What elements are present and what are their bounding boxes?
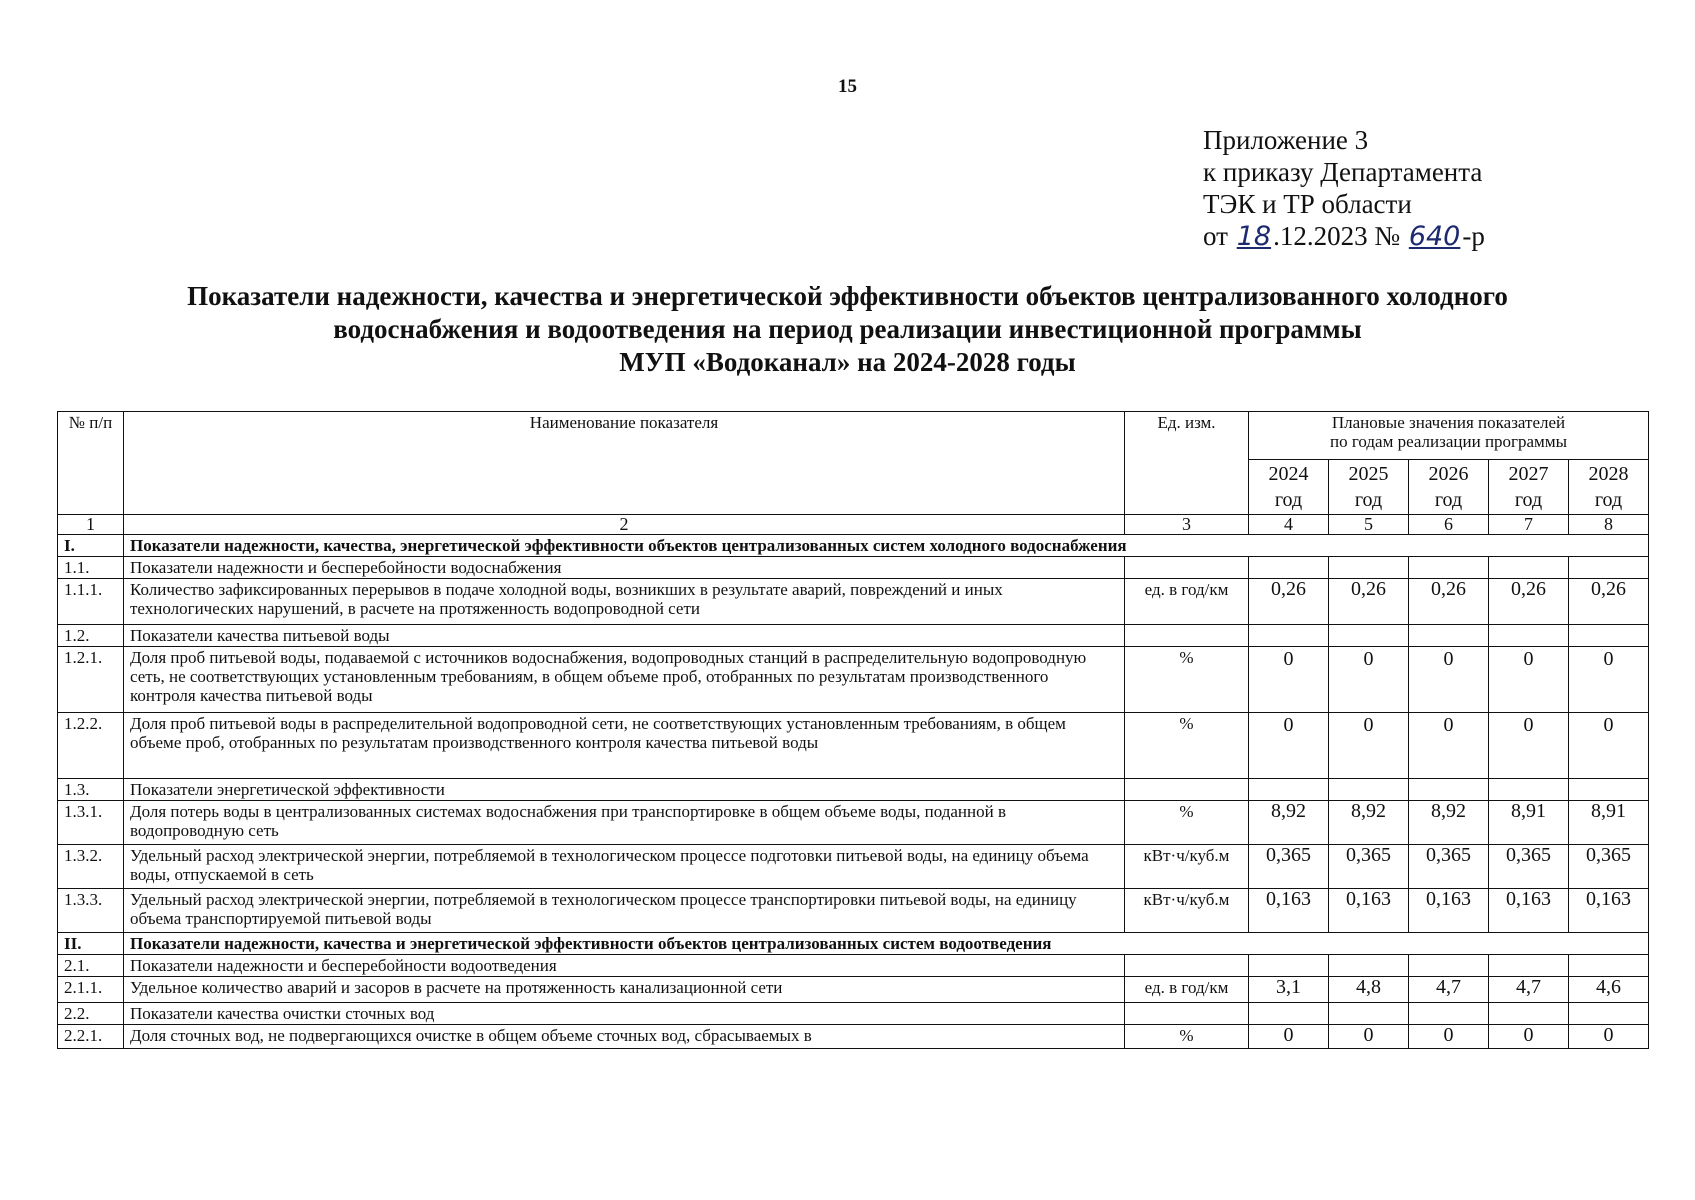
value-cell: 0	[1569, 1025, 1649, 1049]
row-number: 2.2.1.	[58, 1025, 124, 1049]
appendix-block	[1203, 124, 1485, 253]
table-row	[58, 845, 1649, 889]
table-row	[58, 1025, 1649, 1049]
value-cell: 0	[1329, 1025, 1409, 1049]
header-plan-values	[1249, 412, 1649, 460]
value-cell: 4,7	[1409, 977, 1489, 1003]
value-cell	[1409, 955, 1489, 977]
row-number: 1.2.2.	[58, 713, 124, 779]
value-cell	[1249, 1003, 1329, 1025]
value-cell: 0	[1249, 1025, 1329, 1049]
column-number-cell: 8	[1569, 515, 1649, 535]
value-cell: 0,163	[1329, 889, 1409, 933]
row-number: 1.3.	[58, 779, 124, 801]
table-row	[58, 625, 1649, 647]
value-cell	[1489, 1003, 1569, 1025]
value-cell: 0,163	[1249, 889, 1329, 933]
section-name: Показатели надежности, качества и энергетической эффективности объектов централизованных систем водоотведения	[124, 933, 1649, 955]
indicator-name: Удельный расход электрической энергии, потребляемой в технологическом процессе транспортировки питьевой воды, на единицу объема транспортируемой питьевой воды	[124, 889, 1125, 933]
header-year-suffix: год	[1434, 489, 1463, 511]
header-year-value: 2025	[1348, 463, 1389, 485]
value-cell	[1569, 779, 1649, 801]
header-unit: Ед. изм.	[1125, 412, 1249, 515]
value-cell: 0,365	[1409, 845, 1489, 889]
header-year-suffix: год	[1354, 489, 1383, 511]
value-cell: 0	[1409, 647, 1489, 713]
unit-cell: %	[1125, 801, 1249, 845]
indicator-name: Доля проб питьевой воды, подаваемой с источников водоснабжения, водопроводных станций в распределительную водопроводную сеть, не соответствующих установленным требованиям, в общем объеме проб, отобранных по результатам производственного контроля качества питьевой воды	[124, 647, 1125, 713]
header-year-value: 2028	[1588, 463, 1629, 485]
value-cell	[1489, 955, 1569, 977]
value-cell: 0	[1249, 647, 1329, 713]
value-cell	[1569, 955, 1649, 977]
unit-cell: ед. в год/км	[1125, 977, 1249, 1003]
column-number-cell: 5	[1329, 515, 1409, 535]
row-number: 2.1.	[58, 955, 124, 977]
value-cell	[1409, 779, 1489, 801]
row-number: 2.2.	[58, 1003, 124, 1025]
value-cell: 0	[1409, 713, 1489, 779]
table-row	[58, 557, 1649, 579]
unit-cell: %	[1125, 713, 1249, 779]
value-cell: 0,26	[1329, 579, 1409, 625]
indicator-name: Показатели энергетической эффективности	[124, 779, 1125, 801]
row-number: II.	[58, 933, 124, 955]
title-line-3: МУП «Водоканал» на 2024-2028 годы	[619, 347, 1076, 377]
header-year-value: 2026	[1428, 463, 1469, 485]
page-number: 15	[838, 76, 857, 97]
table-row	[58, 1003, 1649, 1025]
column-number-cell: 4	[1249, 515, 1329, 535]
table-row	[58, 801, 1649, 845]
value-cell	[1249, 779, 1329, 801]
row-number: 1.1.1.	[58, 579, 124, 625]
indicator-name: Показатели надежности и бесперебойности водоотведения	[124, 955, 1125, 977]
value-cell: 0	[1329, 647, 1409, 713]
value-cell: 4,6	[1569, 977, 1649, 1003]
row-number: 1.3.1.	[58, 801, 124, 845]
unit-cell: %	[1125, 647, 1249, 713]
header-year-value: 2024	[1268, 463, 1309, 485]
unit-cell: %	[1125, 1025, 1249, 1049]
title-line-1: Показатели надежности, качества и энергетической эффективности объектов централизованного холодного	[187, 281, 1508, 311]
header-year	[1329, 460, 1409, 515]
section-name: Показатели надежности, качества, энергетической эффективности объектов централизованных систем холодного водоснабжения	[124, 535, 1649, 557]
indicator-name: Показатели надежности и бесперебойности водоснабжения	[124, 557, 1125, 579]
indicator-name: Доля сточных вод, не подвергающихся очистке в общем объеме сточных вод, сбрасываемых в	[124, 1025, 1125, 1049]
table-row	[58, 955, 1649, 977]
unit-cell	[1125, 625, 1249, 647]
value-cell	[1329, 557, 1409, 579]
column-number-cell: 1	[58, 515, 124, 535]
indicator-name: Доля потерь воды в централизованных системах водоснабжения при транспортировке в общем объеме воды, поданной в водопроводную сеть	[124, 801, 1125, 845]
value-cell	[1329, 779, 1409, 801]
indicator-name: Показатели качества очистки сточных вод	[124, 1003, 1125, 1025]
value-cell	[1569, 1003, 1649, 1025]
appendix-line-1: Приложение 3	[1203, 125, 1369, 155]
handwritten-order-number: 640	[1408, 221, 1461, 252]
value-cell	[1249, 557, 1329, 579]
value-cell	[1409, 557, 1489, 579]
value-cell: 3,1	[1249, 977, 1329, 1003]
title-line-2: водоснабжения и водоотведения на период реализации инвестиционной программы	[333, 314, 1362, 344]
value-cell: 0	[1489, 647, 1569, 713]
appendix-date-line	[1203, 220, 1485, 253]
value-cell: 0,365	[1489, 845, 1569, 889]
header-num: № п/п	[58, 412, 124, 515]
unit-cell	[1125, 779, 1249, 801]
value-cell	[1489, 779, 1569, 801]
value-cell: 4,8	[1329, 977, 1409, 1003]
column-number-cell: 7	[1489, 515, 1569, 535]
date-prefix: от	[1203, 221, 1228, 251]
appendix-line-3: ТЭК и ТР области	[1203, 189, 1412, 219]
value-cell: 0	[1249, 713, 1329, 779]
header-year-suffix: год	[1514, 489, 1543, 511]
value-cell	[1489, 557, 1569, 579]
indicators-table	[57, 411, 1649, 1049]
unit-cell: кВт·ч/куб.м	[1125, 889, 1249, 933]
unit-cell: ед. в год/км	[1125, 579, 1249, 625]
section-row	[58, 535, 1649, 557]
header-year-suffix: год	[1274, 489, 1303, 511]
row-number: 1.2.1.	[58, 647, 124, 713]
unit-cell	[1125, 1003, 1249, 1025]
value-cell: 0	[1329, 713, 1409, 779]
handwritten-date-day: 18	[1236, 221, 1272, 252]
row-number: 2.1.1.	[58, 977, 124, 1003]
unit-cell: кВт·ч/куб.м	[1125, 845, 1249, 889]
column-number-cell: 3	[1125, 515, 1249, 535]
section-row	[58, 933, 1649, 955]
value-cell: 0,365	[1249, 845, 1329, 889]
value-cell	[1329, 955, 1409, 977]
unit-cell	[1125, 557, 1249, 579]
value-cell: 4,7	[1489, 977, 1569, 1003]
value-cell: 0	[1569, 647, 1649, 713]
value-cell	[1249, 955, 1329, 977]
header-plan-line-2: по годам реализации программы	[1330, 432, 1567, 451]
value-cell	[1409, 1003, 1489, 1025]
value-cell	[1329, 1003, 1409, 1025]
row-number: 1.1.	[58, 557, 124, 579]
value-cell: 0	[1409, 1025, 1489, 1049]
indicator-name: Показатели качества питьевой воды	[124, 625, 1125, 647]
table-row	[58, 647, 1649, 713]
date-rest: .12.2023 №	[1273, 221, 1401, 251]
indicator-name: Количество зафиксированных перерывов в подаче холодной воды, возникших в результате аварий, повреждений и иных технологических нарушений, в расчете на протяженность водопроводной сети	[124, 579, 1125, 625]
value-cell	[1249, 625, 1329, 647]
table-row	[58, 977, 1649, 1003]
value-cell: 8,91	[1489, 801, 1569, 845]
indicator-name: Удельный расход электрической энергии, потребляемой в технологическом процессе подготовки питьевой воды, на единицу объема воды, отпускаемой в сеть	[124, 845, 1125, 889]
value-cell: 0,365	[1329, 845, 1409, 889]
header-name: Наименование показателя	[124, 412, 1125, 515]
table-row	[58, 889, 1649, 933]
row-number: I.	[58, 535, 124, 557]
header-year	[1569, 460, 1649, 515]
value-cell: 0,26	[1569, 579, 1649, 625]
row-number: 1.2.	[58, 625, 124, 647]
value-cell: 0	[1569, 713, 1649, 779]
value-cell: 8,92	[1409, 801, 1489, 845]
appendix-line-2: к приказу Департамента	[1203, 157, 1483, 187]
value-cell: 0,163	[1569, 889, 1649, 933]
value-cell	[1409, 625, 1489, 647]
value-cell: 0,163	[1409, 889, 1489, 933]
value-cell	[1489, 625, 1569, 647]
header-plan-line-1: Плановые значения показателей	[1331, 413, 1566, 432]
header-year	[1249, 460, 1329, 515]
unit-cell	[1125, 955, 1249, 977]
table-row	[58, 713, 1649, 779]
row-number: 1.3.2.	[58, 845, 124, 889]
header-year-suffix: год	[1594, 489, 1623, 511]
value-cell: 0,26	[1249, 579, 1329, 625]
value-cell: 0,365	[1569, 845, 1649, 889]
value-cell: 0,163	[1489, 889, 1569, 933]
value-cell: 0	[1489, 713, 1569, 779]
value-cell	[1569, 625, 1649, 647]
value-cell	[1569, 557, 1649, 579]
value-cell: 8,92	[1329, 801, 1409, 845]
value-cell: 8,91	[1569, 801, 1649, 845]
indicator-name: Удельное количество аварий и засоров в расчете на протяженность канализационной сети	[124, 977, 1125, 1003]
table-row	[58, 579, 1649, 625]
column-numbers-row	[58, 515, 1649, 535]
row-number: 1.3.3.	[58, 889, 124, 933]
header-year	[1409, 460, 1489, 515]
indicator-name: Доля проб питьевой воды в распределительной водопроводной сети, не соответствующих установленным требованиям, в общем объеме проб, отобранных по результатам производственного контроля качества питьевой воды	[124, 713, 1125, 779]
value-cell: 8,92	[1249, 801, 1329, 845]
table-row	[58, 779, 1649, 801]
header-year-value: 2027	[1508, 463, 1549, 485]
value-cell	[1329, 625, 1409, 647]
header-year	[1489, 460, 1569, 515]
value-cell: 0,26	[1409, 579, 1489, 625]
value-cell: 0,26	[1489, 579, 1569, 625]
order-suffix: -р	[1462, 221, 1485, 251]
column-number-cell: 6	[1409, 515, 1489, 535]
document-title	[60, 280, 1635, 379]
value-cell: 0	[1489, 1025, 1569, 1049]
column-number-cell: 2	[124, 515, 1125, 535]
